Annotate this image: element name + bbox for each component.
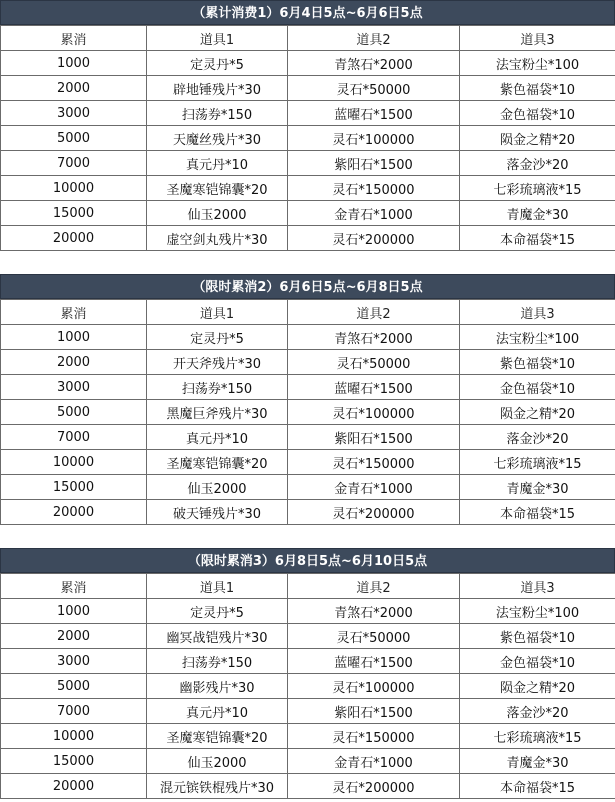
column-header: 累消 — [1, 300, 147, 325]
table-row — [1, 76, 615, 101]
table-row — [1, 375, 615, 400]
threshold-cell: 7000 — [1, 151, 147, 176]
column-header: 道具2 — [288, 300, 460, 325]
threshold-cell: 5000 — [1, 400, 147, 425]
item-cell: 混元镔铁棍残片*30 — [147, 774, 288, 799]
table-row — [1, 649, 615, 674]
threshold-cell: 1000 — [1, 599, 147, 624]
column-header: 道具1 — [147, 300, 288, 325]
item-cell: 蓝曜石*1500 — [288, 649, 460, 674]
item-cell: 开天斧残片*30 — [147, 350, 288, 375]
section-title: （累计消费1）6月4日5点~6月6日5点 — [0, 0, 615, 25]
item-cell: 圣魔寒铠锦囊*20 — [147, 724, 288, 749]
threshold-cell: 20000 — [1, 774, 147, 799]
threshold-cell: 5000 — [1, 126, 147, 151]
table-row — [1, 151, 615, 176]
item-cell: 扫荡券*150 — [147, 101, 288, 126]
threshold-cell: 15000 — [1, 201, 147, 226]
table-row — [1, 724, 615, 749]
item-cell: 七彩琉璃液*15 — [460, 724, 615, 749]
column-header: 道具3 — [460, 26, 615, 51]
item-cell: 紫阳石*1500 — [288, 699, 460, 724]
item-cell: 黑魔巨斧残片*30 — [147, 400, 288, 425]
item-cell: 蓝曜石*1500 — [288, 101, 460, 126]
item-cell: 灵石*100000 — [288, 126, 460, 151]
item-cell: 灵石*200000 — [288, 226, 460, 251]
threshold-cell: 10000 — [1, 724, 147, 749]
threshold-cell: 5000 — [1, 674, 147, 699]
item-cell: 法宝粉尘*100 — [460, 325, 615, 350]
item-cell: 天魔丝残片*30 — [147, 126, 288, 151]
table-row — [1, 101, 615, 126]
item-cell: 仙玉2000 — [147, 475, 288, 500]
reward-section — [0, 0, 615, 251]
item-cell: 青煞石*2000 — [288, 325, 460, 350]
column-header: 道具2 — [288, 26, 460, 51]
reward-table — [0, 573, 615, 799]
table-row — [1, 400, 615, 425]
item-cell: 金青石*1000 — [288, 749, 460, 774]
item-cell: 定灵丹*5 — [147, 599, 288, 624]
reward-section — [0, 274, 615, 525]
item-cell: 真元丹*10 — [147, 699, 288, 724]
table-header-row — [1, 26, 615, 51]
column-header: 累消 — [1, 26, 147, 51]
item-cell: 灵石*50000 — [288, 76, 460, 101]
reward-table — [0, 25, 615, 251]
table-row — [1, 699, 615, 724]
item-cell: 灵石*150000 — [288, 724, 460, 749]
item-cell: 定灵丹*5 — [147, 51, 288, 76]
threshold-cell: 15000 — [1, 475, 147, 500]
item-cell: 陨金之精*20 — [460, 126, 615, 151]
threshold-cell: 2000 — [1, 350, 147, 375]
column-header: 道具1 — [147, 26, 288, 51]
item-cell: 紫阳石*1500 — [288, 425, 460, 450]
item-cell: 紫色福袋*10 — [460, 624, 615, 649]
item-cell: 青煞石*2000 — [288, 599, 460, 624]
item-cell: 落金沙*20 — [460, 699, 615, 724]
item-cell: 本命福袋*15 — [460, 226, 615, 251]
item-cell: 扫荡券*150 — [147, 649, 288, 674]
item-cell: 真元丹*10 — [147, 151, 288, 176]
item-cell: 陨金之精*20 — [460, 674, 615, 699]
item-cell: 青魔金*30 — [460, 749, 615, 774]
item-cell: 仙玉2000 — [147, 201, 288, 226]
column-header: 累消 — [1, 574, 147, 599]
item-cell: 灵石*50000 — [288, 350, 460, 375]
item-cell: 金色福袋*10 — [460, 375, 615, 400]
item-cell: 灵石*50000 — [288, 624, 460, 649]
reward-section — [0, 548, 615, 799]
item-cell: 灵石*100000 — [288, 400, 460, 425]
item-cell: 紫阳石*1500 — [288, 151, 460, 176]
table-row — [1, 500, 615, 525]
item-cell: 幽影残片*30 — [147, 674, 288, 699]
threshold-cell: 20000 — [1, 500, 147, 525]
reward-table — [0, 299, 615, 525]
item-cell: 青魔金*30 — [460, 475, 615, 500]
threshold-cell: 3000 — [1, 649, 147, 674]
table-row — [1, 176, 615, 201]
column-header: 道具3 — [460, 574, 615, 599]
item-cell: 幽冥战铠残片*30 — [147, 624, 288, 649]
item-cell: 仙玉2000 — [147, 749, 288, 774]
table-row — [1, 599, 615, 624]
item-cell: 法宝粉尘*100 — [460, 51, 615, 76]
item-cell: 金色福袋*10 — [460, 649, 615, 674]
item-cell: 金青石*1000 — [288, 475, 460, 500]
threshold-cell: 7000 — [1, 425, 147, 450]
item-cell: 扫荡券*150 — [147, 375, 288, 400]
threshold-cell: 10000 — [1, 176, 147, 201]
threshold-cell: 3000 — [1, 101, 147, 126]
threshold-cell: 20000 — [1, 226, 147, 251]
item-cell: 灵石*200000 — [288, 774, 460, 799]
table-row — [1, 450, 615, 475]
table-row — [1, 749, 615, 774]
item-cell: 青煞石*2000 — [288, 51, 460, 76]
column-header: 道具2 — [288, 574, 460, 599]
item-cell: 金青石*1000 — [288, 201, 460, 226]
table-header-row — [1, 574, 615, 599]
item-cell: 圣魔寒铠锦囊*20 — [147, 450, 288, 475]
threshold-cell: 2000 — [1, 624, 147, 649]
table-row — [1, 674, 615, 699]
item-cell: 七彩琉璃液*15 — [460, 450, 615, 475]
item-cell: 灵石*100000 — [288, 674, 460, 699]
item-cell: 辟地锤残片*30 — [147, 76, 288, 101]
table-row — [1, 350, 615, 375]
item-cell: 灵石*150000 — [288, 450, 460, 475]
item-cell: 紫色福袋*10 — [460, 350, 615, 375]
item-cell: 圣魔寒铠锦囊*20 — [147, 176, 288, 201]
threshold-cell: 10000 — [1, 450, 147, 475]
table-row — [1, 624, 615, 649]
item-cell: 真元丹*10 — [147, 425, 288, 450]
item-cell: 定灵丹*5 — [147, 325, 288, 350]
item-cell: 金色福袋*10 — [460, 101, 615, 126]
section-title: （限时累消2）6月6日5点~6月8日5点 — [0, 274, 615, 299]
column-header: 道具1 — [147, 574, 288, 599]
table-row — [1, 201, 615, 226]
section-title: （限时累消3）6月8日5点~6月10日5点 — [0, 548, 615, 573]
item-cell: 陨金之精*20 — [460, 400, 615, 425]
item-cell: 紫色福袋*10 — [460, 76, 615, 101]
item-cell: 破天锤残片*30 — [147, 500, 288, 525]
threshold-cell: 3000 — [1, 375, 147, 400]
item-cell: 落金沙*20 — [460, 151, 615, 176]
item-cell: 灵石*150000 — [288, 176, 460, 201]
threshold-cell: 1000 — [1, 325, 147, 350]
item-cell: 青魔金*30 — [460, 201, 615, 226]
item-cell: 落金沙*20 — [460, 425, 615, 450]
table-row — [1, 475, 615, 500]
threshold-cell: 1000 — [1, 51, 147, 76]
table-row — [1, 774, 615, 799]
item-cell: 本命福袋*15 — [460, 774, 615, 799]
table-row — [1, 226, 615, 251]
item-cell: 虚空剑丸残片*30 — [147, 226, 288, 251]
threshold-cell: 2000 — [1, 76, 147, 101]
table-row — [1, 126, 615, 151]
item-cell: 法宝粉尘*100 — [460, 599, 615, 624]
item-cell: 灵石*200000 — [288, 500, 460, 525]
table-row — [1, 325, 615, 350]
item-cell: 蓝曜石*1500 — [288, 375, 460, 400]
threshold-cell: 7000 — [1, 699, 147, 724]
threshold-cell: 15000 — [1, 749, 147, 774]
table-header-row — [1, 300, 615, 325]
table-row — [1, 425, 615, 450]
item-cell: 本命福袋*15 — [460, 500, 615, 525]
column-header: 道具3 — [460, 300, 615, 325]
table-row — [1, 51, 615, 76]
item-cell: 七彩琉璃液*15 — [460, 176, 615, 201]
